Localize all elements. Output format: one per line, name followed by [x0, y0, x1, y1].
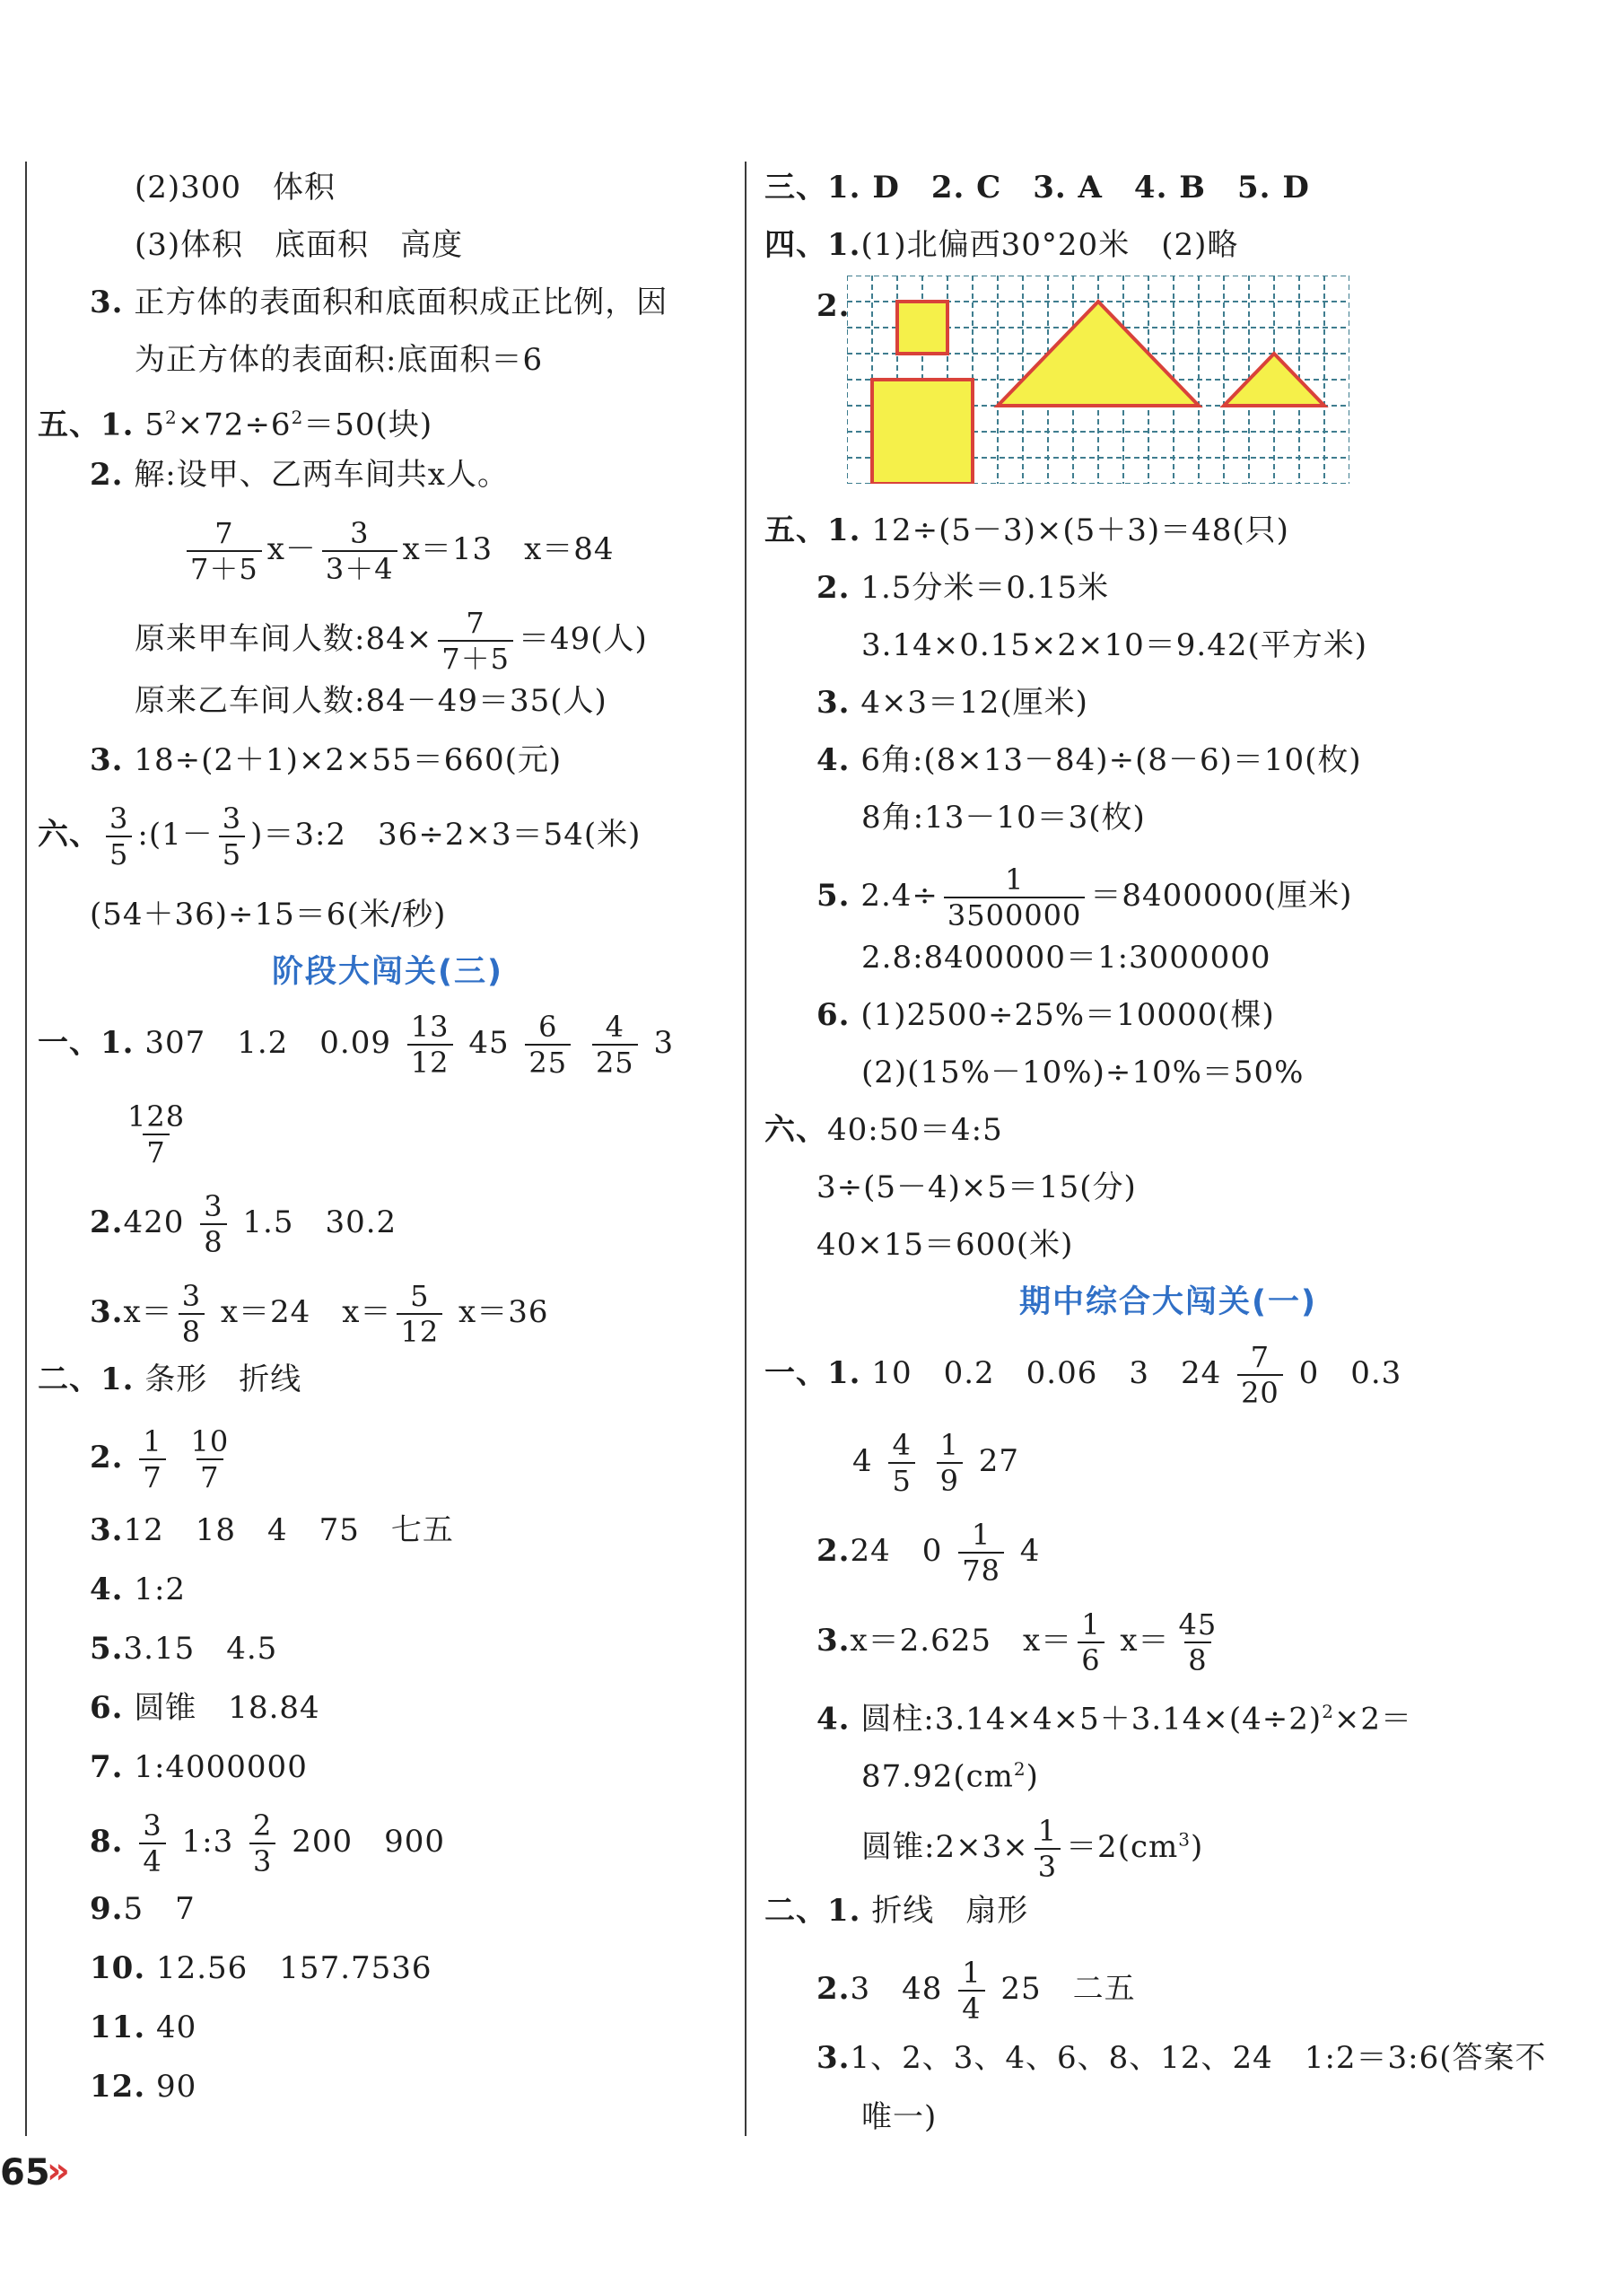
- fraction: $\frac{1}{6}$: [1078, 1607, 1104, 1677]
- answer-line: 7. 1:4000000: [90, 1749, 308, 1785]
- fraction: $\frac{3}{8}$: [179, 1279, 205, 1349]
- fraction: $\frac{5}{12}$: [397, 1279, 442, 1349]
- fraction: $\frac{3}{5}$: [219, 801, 245, 871]
- equation-line: $\frac{7}{7+5}$ x－ $\frac{3}{3+4}$ x＝13 x＝84: [38, 516, 615, 586]
- answer-line: 4 $\frac{4}{5}$ $\frac{1}{9}$ 27: [852, 1428, 1020, 1498]
- answer-line: 3.x＝2.625 x＝ $\frac{1}{6}$ x＝ $\frac{45}{8}$: [764, 1607, 1226, 1677]
- answer-line: (54＋36)÷15＝6(米/秒): [90, 897, 447, 932]
- fraction: $\frac{4}{25}$: [592, 1010, 638, 1080]
- large-square: [872, 380, 973, 484]
- column-divider: [745, 162, 747, 2136]
- answer-line: 四、1.(1)北偏西30°20米 (2)略: [764, 227, 1239, 263]
- fraction: $\frac{1}{3}$: [1035, 1814, 1061, 1884]
- answer-line: 3÷(5－4)×5＝15(分): [816, 1169, 1137, 1205]
- answer-line: [38, 1099, 194, 1169]
- fraction: $\frac{1}{7}$: [139, 1424, 165, 1494]
- fraction: $\frac{3}{4}$: [139, 1808, 165, 1878]
- answer-line: 3. 18÷(2＋1)×2×55＝660(元): [90, 742, 563, 778]
- answer-line: 5.3.15 4.5: [90, 1631, 278, 1667]
- page-arrow-icon: »: [47, 2150, 70, 2192]
- answer-line: (3)体积 底面积 高度: [135, 227, 464, 263]
- fraction: $\frac{1}{3500000}$: [944, 862, 1086, 932]
- answer-line: 二、1. 折线 扇形: [764, 1893, 1029, 1929]
- fraction: $\frac{3}{5}$: [106, 801, 132, 871]
- answer-line: 3.x＝ $\frac{3}{8}$ x＝24 x＝ $\frac{5}{12}$ x＝36: [90, 1279, 549, 1349]
- fraction: $\frac{1}{78}$: [958, 1518, 1004, 1588]
- answer-line: 六、40:50＝4:5: [764, 1112, 1003, 1148]
- answer-line: 原来乙车间人数:84－49＝35(人): [135, 683, 607, 719]
- answer-line: 唯一): [861, 2099, 938, 2135]
- answer-line: 三、1. D 2. C 3. A 4. B 5. D: [764, 170, 1310, 206]
- answer-line: 五、1. $5^2\times 72\div 6^2=50$(块): [38, 407, 433, 443]
- answer-line: 二、1. 条形 折线: [38, 1362, 302, 1397]
- answer-line: 6. 圆锥 18.84: [90, 1690, 320, 1726]
- answer-line: 3. 4×3＝12(厘米): [816, 685, 1088, 721]
- answer-line: 一、1. 10 0.2 0.06 3 24 $\frac{7}{20}$ 0 0.3: [764, 1340, 1402, 1410]
- answer-line: 9.5 7: [90, 1891, 196, 1927]
- answer-line: 2.: [816, 288, 851, 324]
- answer-line: 2.3 48 $\frac{1}{4}$ 25 二五: [816, 1956, 1136, 2026]
- answer-line: 2.24 0 $\frac{1}{78}$ 4: [816, 1518, 1041, 1588]
- fraction: $\frac{3}{3+4}$: [322, 516, 397, 586]
- answer-line: 六、 $\frac{3}{5}$ :(1－ $\frac{3}{5}$ )＝3:2 36÷2×3＝54(米): [38, 801, 642, 871]
- answer-line: 2. 1.5分米＝0.15米: [816, 570, 1110, 606]
- answer-line: 一、1. 307 1.2 0.09 $\frac{13}{12}$ 45 $\frac{6}{25}$ $\frac{4}{25}$ 3: [38, 1010, 675, 1080]
- fraction: $\frac{10}{7}$: [190, 1424, 230, 1494]
- answer-line: 圆锥:2×3× $\frac{1}{3}$ $=2(cm^3)$: [861, 1814, 1204, 1884]
- page-number: 65: [0, 2152, 50, 2193]
- fraction: $\frac{3}{8}$: [200, 1189, 226, 1259]
- answer-line: 5. 2.4÷ $\frac{1}{3500000}$ ＝8400000(厘米): [816, 862, 1353, 932]
- answer-line: (2)300 体积: [135, 170, 336, 206]
- answer-line: 3.1、2、3、4、6、8、12、24 1:2＝3:6(答案不: [816, 2040, 1547, 2076]
- fraction: $\frac{128}{7}$: [127, 1099, 186, 1169]
- answer-line: 为正方体的表面积:底面积＝6: [135, 342, 544, 378]
- answer-line: 2. $\frac{1}{7}$ $\frac{10}{7}$: [38, 1424, 238, 1494]
- fraction: $\frac{2}{3}$: [249, 1808, 275, 1878]
- fraction: $\frac{4}{5}$: [888, 1428, 914, 1498]
- answer-line: 3.12 18 4 75 七五: [90, 1512, 454, 1548]
- section-title: 阶段大闯关(三): [272, 954, 503, 990]
- answer-line: 2. 解:设甲、乙两车间共x人。: [90, 457, 509, 493]
- answer-line: $87.92(cm^2)$: [861, 1758, 1039, 1795]
- answer-line: 11. 40: [90, 2009, 197, 2045]
- answer-line: 6. (1)2500÷25%＝10000(棵): [816, 997, 1275, 1033]
- fraction: $\frac{13}{12}$: [407, 1010, 453, 1080]
- small-square: [897, 302, 947, 354]
- section-title: 期中综合大闯关(一): [1019, 1284, 1317, 1320]
- answer-line: 4. 圆柱$:3.14\times 4\times 5+3.14\times(4\div 2)^2\times 2=$: [816, 1701, 1413, 1738]
- fraction: $\frac{1}{4}$: [958, 1956, 984, 2026]
- fraction: $\frac{6}{25}$: [525, 1010, 571, 1080]
- answer-line: 4. 6角:(8×13－84)÷(8－6)＝10(枚): [816, 742, 1362, 778]
- fraction: $\frac{7}{7+5}$: [187, 516, 262, 586]
- answer-line: 2.420 $\frac{3}{8}$ 1.5 30.2: [90, 1189, 397, 1259]
- answer-line: 10. 12.56 157.7536: [90, 1950, 432, 1986]
- answer-line: 3.14×0.15×2×10＝9.42(平方米): [861, 627, 1367, 663]
- fraction: $\frac{7}{7+5}$: [438, 606, 513, 676]
- answer-line: 2.8:8400000＝1:3000000: [861, 940, 1271, 976]
- answer-line: 原来甲车间人数:84× $\frac{7}{7+5}$ ＝49(人): [135, 606, 648, 676]
- answer-line: 3. 正方体的表面积和底面积成正比例，因: [90, 285, 668, 320]
- answer-line: 40×15＝600(米): [816, 1227, 1074, 1263]
- left-margin-rule: [25, 162, 27, 2136]
- answer-line: 8. $\frac{3}{4}$ 1:3 $\frac{2}{3}$ 200 900: [90, 1808, 445, 1878]
- fraction: $\frac{7}{20}$: [1237, 1340, 1283, 1410]
- answer-line: 8角:13－10＝3(枚): [861, 800, 1146, 836]
- answer-line: 4. 1:2: [90, 1572, 187, 1607]
- answer-line: 五、1. 12÷(5－3)×(5＋3)＝48(只): [764, 512, 1289, 548]
- grid-figure: [847, 276, 1349, 484]
- fraction: $\frac{45}{8}$: [1178, 1607, 1218, 1677]
- answer-line: (2)(15%－10%)÷10%＝50%: [861, 1055, 1305, 1090]
- fraction: $\frac{1}{9}$: [937, 1428, 963, 1498]
- answer-line: 12. 90: [90, 2069, 197, 2105]
